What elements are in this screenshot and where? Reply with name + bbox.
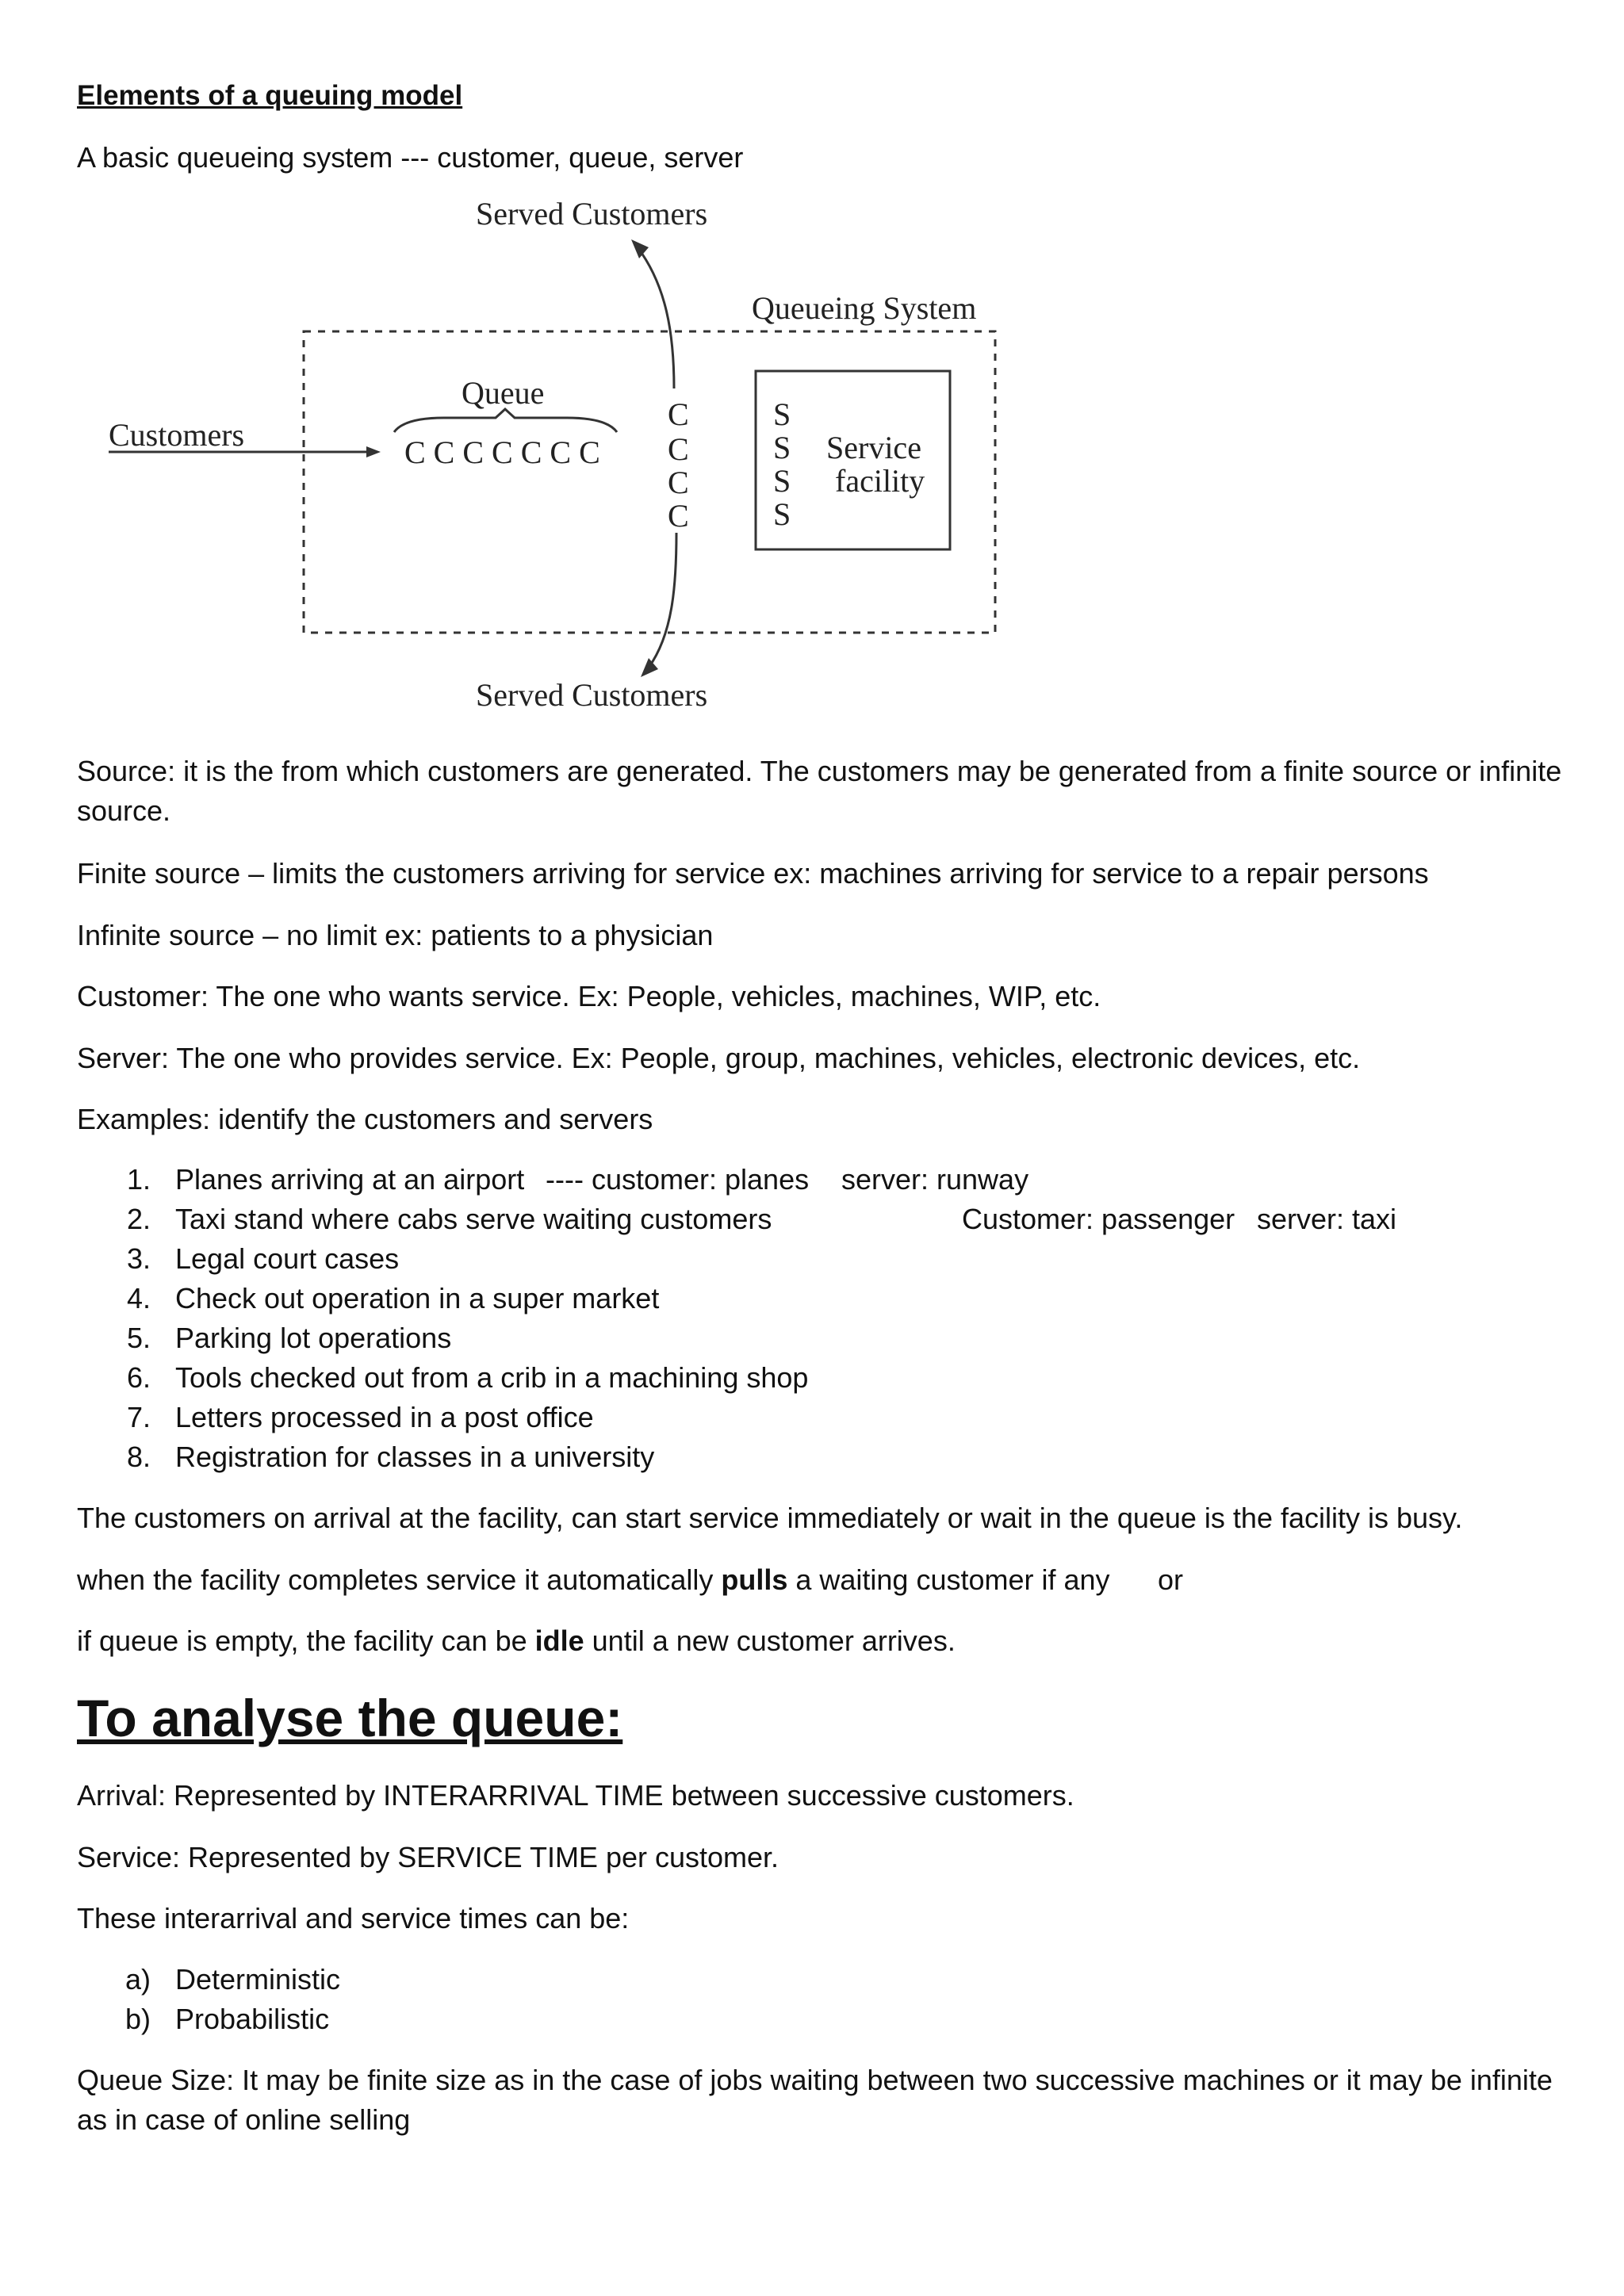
served-arrow-down [649, 533, 676, 668]
source-paragraph: Source: it is the from which customers are generated. The customers may be generated from a finite source or infinite source. [77, 755, 1562, 827]
arrow-head-down [641, 658, 658, 677]
served-c-2: C [668, 431, 689, 467]
idle-line-bold: idle [534, 1624, 584, 1657]
section-heading: Elements of a queuing model [77, 80, 463, 111]
queue-customers: C C C C C C C [404, 434, 600, 470]
pull-line [77, 1560, 1110, 1600]
server-definition: Server: The one who provides service. Ex: People, group, machines, vehicles, electronic devices, etc. [77, 1042, 1361, 1074]
list-number: 6. [126, 1361, 151, 1394]
analyse-heading: To analyse the queue: [77, 1689, 623, 1747]
served-c-1: C [668, 396, 689, 432]
pull-line-pre: when the facility completes service it automatically [77, 1563, 722, 1596]
facility-label-1: Service [826, 430, 921, 465]
example-server-note: server: runway [841, 1163, 1029, 1196]
service-definition: Service: Represented by SERVICE TIME per customer. [77, 1841, 779, 1873]
list-number: 5. [126, 1322, 151, 1354]
infinite-source-text: Infinite source – no limit ex: patients to a physician [77, 919, 714, 951]
pull-line-bold: pulls [721, 1563, 788, 1596]
list-letter: b) [124, 2003, 151, 2035]
served-customers-bottom: Served Customers [476, 677, 708, 713]
customers-label: Customers [109, 417, 245, 453]
idle-line-post: until a new customer arrives. [584, 1624, 956, 1657]
intro-text: A basic queueing system --- customer, queue, server [77, 141, 744, 174]
list-item: Deterministic [175, 1963, 341, 1996]
finite-source-text: Finite source – limits the customers arriving for service ex: machines arriving for service to a repair persons [77, 857, 1429, 890]
list-number: 1. [126, 1163, 151, 1196]
list-item: Probabilistic [175, 2003, 330, 2035]
arrival-sentence: The customers on arrival at the facility, can start service immediately or wait in the queue is the facility is busy. [77, 1502, 1463, 1534]
queue-label: Queue [462, 375, 545, 411]
system-label: Queueing System [752, 290, 977, 326]
list-number: 2. [126, 1203, 151, 1235]
served-c-3: C [668, 465, 689, 500]
served-c-4: C [668, 498, 689, 534]
queueing-diagram [0, 0, 1624, 729]
queue-size-paragraph: Queue Size: It may be finite size as in the case of jobs waiting between two successive machines or it may be infinite as in case of online selling [77, 2064, 1553, 2136]
list-item: Check out operation in a super market [175, 1282, 660, 1314]
examples-intro: Examples: identify the customers and servers [77, 1103, 653, 1135]
times-intro: These interarrival and service times can be: [77, 1902, 630, 1934]
arrow-head-up [631, 239, 649, 258]
list-item: Planes arriving at an airport [175, 1163, 525, 1196]
arrival-definition: Arrival: Represented by INTERARRIVAL TIME between successive customers. [77, 1779, 1074, 1812]
list-item: Letters processed in a post office [175, 1401, 594, 1433]
example-customer-note: ---- customer: planes [546, 1163, 810, 1196]
list-number: 7. [126, 1401, 151, 1433]
pull-line-post: a waiting customer if any [787, 1563, 1110, 1596]
customer-definition: Customer: The one who wants service. Ex: People, vehicles, machines, WIP, etc. [77, 980, 1101, 1012]
arrow-head-customers [366, 446, 381, 457]
list-item: Registration for classes in a university [175, 1441, 655, 1473]
list-item: Legal court cases [175, 1242, 400, 1275]
list-letter: a) [124, 1963, 151, 1996]
queue-brace [394, 409, 617, 432]
idle-line-pre: if queue is empty, the facility can be [77, 1624, 535, 1657]
list-number: 3. [126, 1242, 151, 1275]
idle-line [77, 1621, 956, 1661]
example-customer-note: Customer: passenger [962, 1203, 1235, 1235]
served-column [668, 396, 689, 534]
example-server-note: server: taxi [1257, 1203, 1397, 1235]
server-s-1: S [773, 396, 791, 432]
list-number: 4. [126, 1282, 151, 1314]
served-customers-top: Served Customers [476, 196, 708, 232]
server-s-2: S [773, 430, 791, 465]
list-item: Tools checked out from a crib in a machining shop [175, 1361, 809, 1394]
facility-label-2: facility [835, 463, 925, 499]
list-item: Taxi stand where cabs serve waiting customers [175, 1203, 772, 1235]
server-s-4: S [773, 496, 791, 532]
pull-line-or: or [1158, 1563, 1184, 1596]
list-item: Parking lot operations [175, 1322, 452, 1354]
list-number: 8. [126, 1441, 151, 1473]
server-s-3: S [773, 463, 791, 499]
served-arrow-up [638, 247, 674, 388]
